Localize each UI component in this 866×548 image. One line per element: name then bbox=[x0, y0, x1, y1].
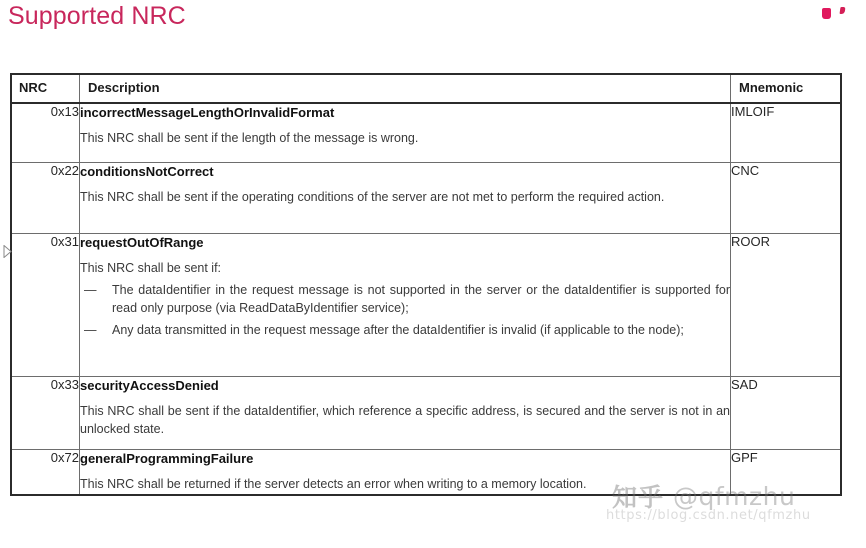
cell-mnemonic: ROOR bbox=[731, 234, 842, 377]
column-header-nrc-label: NRC bbox=[19, 80, 48, 95]
table-header-row bbox=[12, 75, 842, 104]
list-item bbox=[80, 281, 730, 317]
cell-mnemonic: CNC bbox=[731, 163, 842, 234]
cell-description bbox=[80, 163, 731, 234]
brand-blob-secondary-icon bbox=[840, 7, 846, 14]
cell-nrc-code: 0x22 bbox=[12, 163, 80, 234]
column-header-description bbox=[80, 75, 731, 104]
cell-nrc-code: 0x33 bbox=[12, 377, 80, 450]
column-header-description-label: Description bbox=[88, 80, 160, 95]
table-row bbox=[12, 450, 842, 495]
cell-description bbox=[80, 450, 731, 495]
table-header bbox=[12, 75, 842, 104]
table-row bbox=[12, 377, 842, 450]
nrc-description-text: This NRC shall be returned if the server detects an error when writing to a memory location. bbox=[80, 477, 587, 491]
page-title: Supported NRC bbox=[8, 2, 186, 30]
nrc-name: generalProgrammingFailure bbox=[80, 451, 254, 466]
table-body bbox=[12, 103, 842, 495]
brand-mark-icon bbox=[808, 6, 854, 24]
list-item-text: Any data transmitted in the request message after the dataIdentifier is invalid (if applicable to the node); bbox=[112, 323, 684, 337]
cell-description bbox=[80, 377, 731, 450]
cell-nrc-code: 0x13 bbox=[12, 103, 80, 163]
watermark-url: https://blog.csdn.net/qfmzhu bbox=[606, 508, 811, 523]
nrc-description-text: This NRC shall be sent if: bbox=[80, 261, 222, 275]
table-row bbox=[12, 163, 842, 234]
em-dash-bullet-icon: — bbox=[84, 323, 97, 337]
cell-nrc-code: 0x72 bbox=[12, 450, 80, 495]
nrc-description-text: This NRC shall be sent if the operating conditions of the server are not met to perform the required action. bbox=[80, 190, 665, 204]
nrc-name: incorrectMessageLengthOrInvalidFormat bbox=[80, 105, 335, 120]
column-header-mnemonic bbox=[731, 75, 842, 104]
nrc-table-container bbox=[11, 74, 841, 495]
table-row bbox=[12, 234, 842, 377]
zhihu-logo-icon: 知乎 bbox=[612, 483, 665, 512]
nrc-name: requestOutOfRange bbox=[80, 235, 204, 250]
list-item bbox=[80, 321, 730, 339]
nrc-name: securityAccessDenied bbox=[80, 378, 219, 393]
brand-blob-primary-icon bbox=[822, 8, 831, 19]
column-header-mnemonic-label: Mnemonic bbox=[739, 80, 804, 95]
em-dash-bullet-icon: — bbox=[84, 283, 97, 297]
mouse-cursor-icon bbox=[3, 245, 12, 258]
list-item-text: The dataIdentifier in the request message is not supported in the server or the dataIdentifier is supported for read only purpose (via ReadDataByIdentifier service); bbox=[112, 283, 730, 315]
cell-mnemonic: GPF bbox=[731, 450, 842, 495]
cell-mnemonic: IMLOIF bbox=[731, 103, 842, 163]
watermark-handle: @qfmzhu bbox=[673, 481, 796, 511]
table-row bbox=[12, 103, 842, 163]
column-header-nrc bbox=[12, 75, 80, 104]
nrc-condition-list bbox=[80, 281, 730, 339]
nrc-table bbox=[11, 74, 842, 495]
cell-description bbox=[80, 234, 731, 377]
cell-description bbox=[80, 103, 731, 163]
cell-nrc-code: 0x31 bbox=[12, 234, 80, 377]
nrc-description-text: This NRC shall be sent if the dataIdentifier, which reference a specific address, is secured and the server is not in an unlocked state. bbox=[80, 404, 730, 436]
cell-mnemonic: SAD bbox=[731, 377, 842, 450]
nrc-name: conditionsNotCorrect bbox=[80, 164, 214, 179]
nrc-description-text: This NRC shall be sent if the length of the message is wrong. bbox=[80, 131, 419, 145]
